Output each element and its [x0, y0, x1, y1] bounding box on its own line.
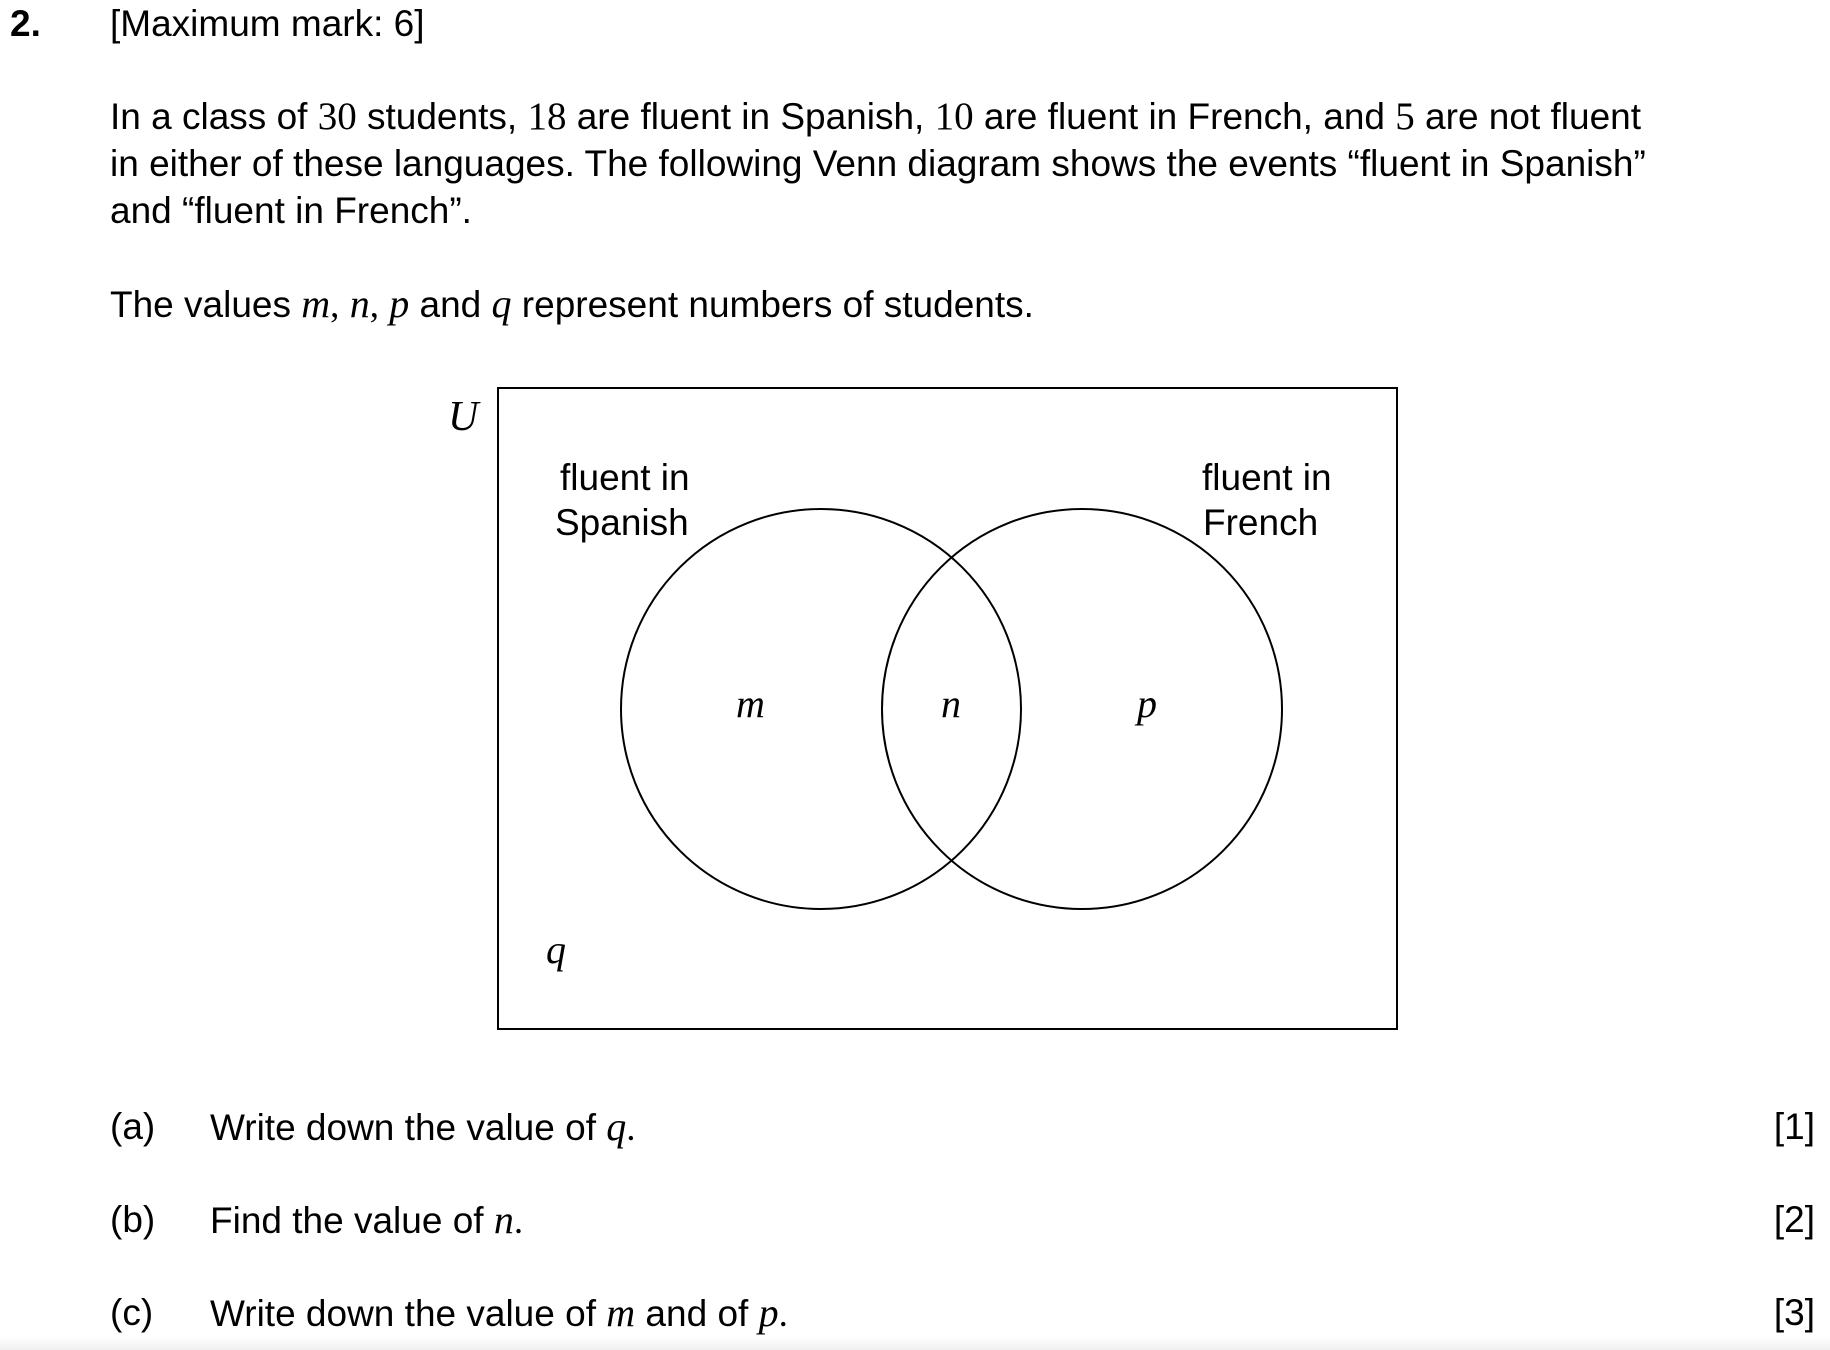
question-number: 2.: [10, 3, 41, 44]
part-c-prompt: Write down the value of: [210, 1293, 607, 1334]
intro-text: are fluent in Spanish,: [566, 96, 935, 137]
french-count: 10: [934, 95, 974, 138]
period: .: [778, 1294, 788, 1335]
universe-label: U: [448, 394, 479, 440]
comma: ,: [330, 285, 340, 326]
region-p: p: [1137, 681, 1157, 726]
values-text: and: [409, 284, 492, 325]
part-c-text: [210, 1289, 788, 1339]
part-a-text: [210, 1103, 636, 1153]
spanish-label-line-2: Spanish: [555, 502, 689, 543]
part-c-label: (c): [110, 1292, 154, 1333]
values-text: The values: [110, 284, 302, 325]
period: .: [626, 1108, 636, 1149]
var-m: m: [301, 281, 331, 326]
var-q: q: [606, 1104, 627, 1149]
intro-line-2: in either of these languages. The following Venn diagram shows the events “fluent in Spanish”: [110, 143, 1646, 184]
part-a-label: (a): [110, 1106, 156, 1147]
region-n: n: [941, 681, 961, 726]
part-a-mark: [1]: [1773, 1106, 1815, 1147]
values-text: represent numbers of students.: [511, 284, 1034, 325]
total-students: 30: [317, 95, 357, 138]
french-label-line-2: French: [1203, 502, 1319, 543]
part-a-prompt: Write down the value of: [210, 1107, 607, 1148]
neither-count: 5: [1395, 95, 1415, 138]
var-m: m: [606, 1290, 636, 1335]
var-q: q: [491, 281, 512, 326]
var-p: p: [389, 281, 410, 326]
french-label-line-1: fluent in: [1202, 457, 1332, 498]
intro-text: are not fluent: [1414, 96, 1642, 137]
maximum-mark: [Maximum mark: 6]: [110, 3, 425, 44]
intro-text: are fluent in French, and: [973, 96, 1396, 137]
part-c-mid: and of: [635, 1293, 759, 1334]
intro-text: students,: [356, 96, 528, 137]
region-q: q: [546, 927, 566, 972]
var-n: n: [349, 281, 370, 326]
intro-line-3: and “fluent in French”.: [110, 190, 472, 231]
part-b-label: (b): [110, 1199, 156, 1240]
region-m: m: [736, 681, 765, 726]
part-b-text: [210, 1196, 523, 1246]
part-b-mark: [2]: [1773, 1199, 1815, 1240]
var-p: p: [758, 1290, 779, 1335]
part-b-prompt: Find the value of: [210, 1200, 494, 1241]
intro-text: In a class of: [110, 96, 318, 137]
spanish-circle: [621, 509, 1021, 909]
spanish-label-line-1: fluent in: [560, 457, 690, 498]
period: .: [513, 1201, 524, 1242]
var-n: n: [493, 1197, 514, 1242]
comma: ,: [369, 285, 379, 326]
part-c-mark: [3]: [1773, 1292, 1815, 1333]
spanish-count: 18: [527, 95, 567, 138]
page-bottom-shadow: [0, 1336, 1830, 1350]
